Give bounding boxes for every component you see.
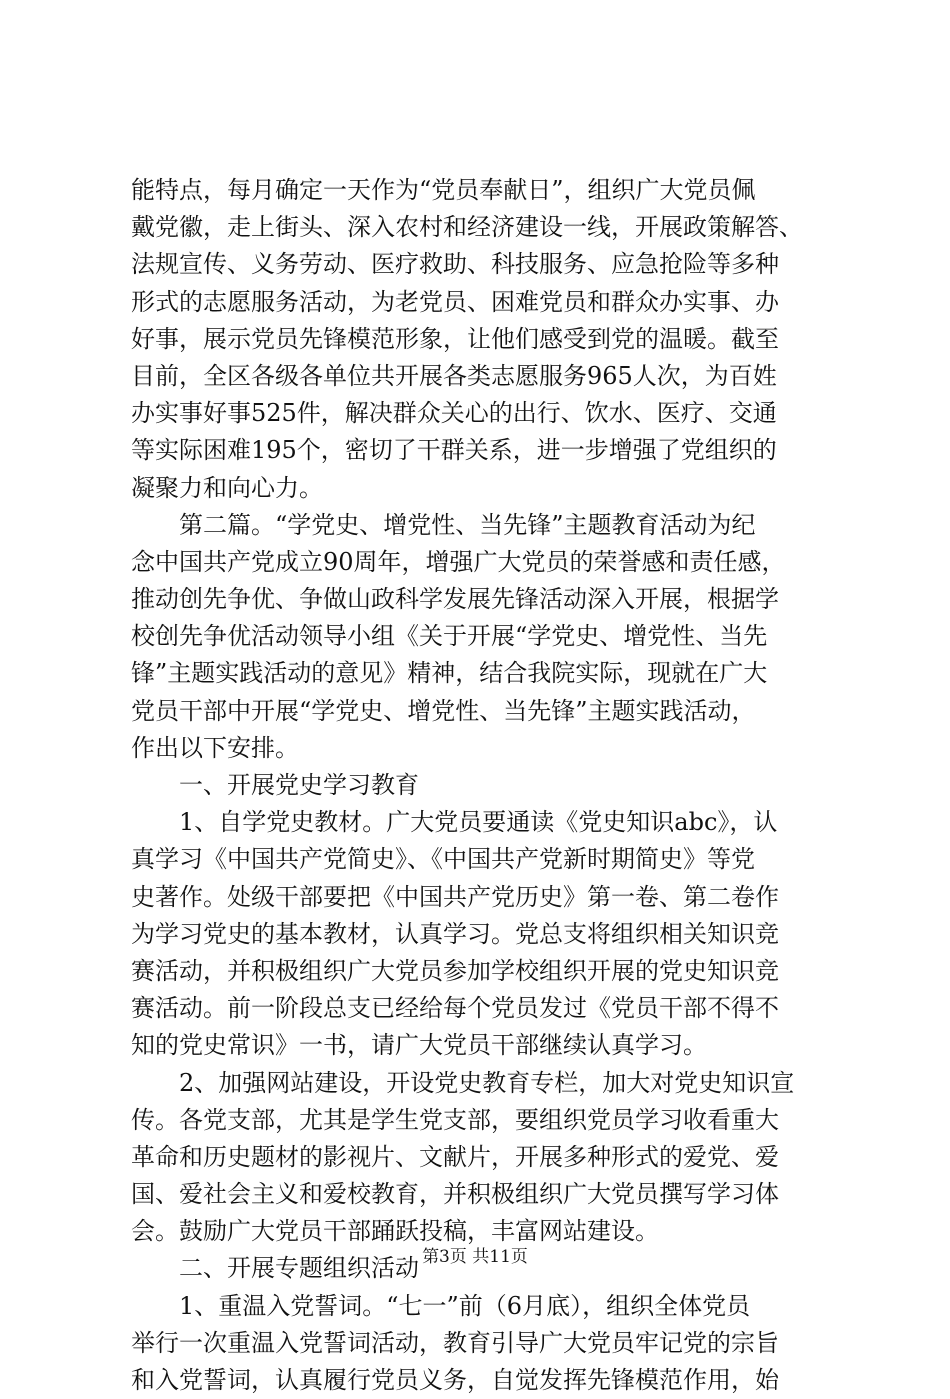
text-line: 作出以下安排。 (131, 733, 299, 762)
text-line: 锋”主题实践活动的意见》精神，结合我院实际，现就在广大 (131, 659, 768, 688)
text-line: 知的党史常识》一书，请广大党员干部继续认真学习。 (131, 1031, 707, 1060)
text-line: 为学习党史的基本教材，认真学习。党总支将组织相关知识竞 (131, 919, 779, 948)
text-line: 办实事好事525件，解决群众关心的出行、饮水、医疗、交通 (131, 399, 777, 428)
text-line: 二、开展专题组织活动 (179, 1254, 419, 1283)
text-line: 赛活动，并积极组织广大党员参加学校组织开展的党史知识竞 (131, 956, 779, 985)
text-line: 国、爱社会主义和爱校教育，并积极组织广大党员撰写学习体 (131, 1180, 779, 1209)
text-line: 好事，展示党员先锋模范形象，让他们感受到党的温暖。截至 (131, 324, 779, 353)
text-line: 一、开展党史学习教育 (179, 771, 419, 799)
text-line: 凝聚力和向心力。 (131, 473, 323, 502)
text-line: 推动创先争优、争做山政科学发展先锋活动深入开展，根据学 (131, 585, 779, 614)
text-line: 1、重温入党誓词。“七一”前（6月底），组织全体党员 (179, 1291, 751, 1320)
document-body (131, 172, 831, 1399)
text-line: 1、自学党史教材。广大党员要通读《党史知识abc》，认 (179, 808, 778, 837)
text-line: 校创先争优活动领导小组《关于开展“学党史、增党性、当先 (131, 622, 768, 651)
text-line: 法规宣传、义务劳动、医疗救助、科技服务、应急抢险等多种 (131, 250, 779, 279)
text-line: 会。鼓励广大党员干部踊跃投稿，丰富网站建设。 (131, 1217, 659, 1246)
text-line: 能特点，每月确定一天作为“党员奉献日”，组织广大党员佩 (131, 176, 756, 204)
text-line: 和入党誓词，认真履行党员义务，自觉发挥先锋模范作用，始 (131, 1366, 779, 1394)
text-line: 等实际困难195个，密切了干群关系，进一步增强了党组织的 (131, 436, 777, 465)
text-line: 目前，全区各级各单位共开展各类志愿服务965人次，为百姓 (131, 361, 777, 390)
text-line: 传。各党支部，尤其是学生党支部，要组织党员学习收看重大 (131, 1105, 779, 1134)
text-line: 赛活动。前一阶段总支已经给每个党员发过《党员干部不得不 (131, 994, 779, 1023)
text-line: 戴党徽，走上街头、深入农村和经济建设一线，开展政策解答、 (131, 213, 803, 242)
text-line: 2、加强网站建设，开设党史教育专栏，加大对党史知识宣 (179, 1068, 795, 1097)
page-footer: 第3页 共11页 (422, 1247, 528, 1267)
text-line: 党员干部中开展“学党史、增党性、当先锋”主题实践活动， (131, 696, 756, 725)
text-line: 革命和历史题材的影视片、文献片，开展多种形式的爱党、爱 (131, 1142, 779, 1171)
text-line: 形式的志愿服务活动，为老党员、困难党员和群众办实事、办 (131, 287, 779, 316)
text-line: 举行一次重温入党誓词活动，教育引导广大党员牢记党的宗旨 (131, 1328, 779, 1357)
text-line: 第二篇。“学党史、增党性、当先锋”主题教育活动为纪 (179, 510, 756, 539)
text-line: 念中国共产党成立90周年，增强广大党员的荣誉感和责任感， (131, 547, 786, 576)
text-line: 史著作。处级干部要把《中国共产党历史》第一卷、第二卷作 (131, 882, 779, 911)
text-line: 真学习《中国共产党简史》、《中国共产党新时期简史》等党 (131, 845, 755, 874)
